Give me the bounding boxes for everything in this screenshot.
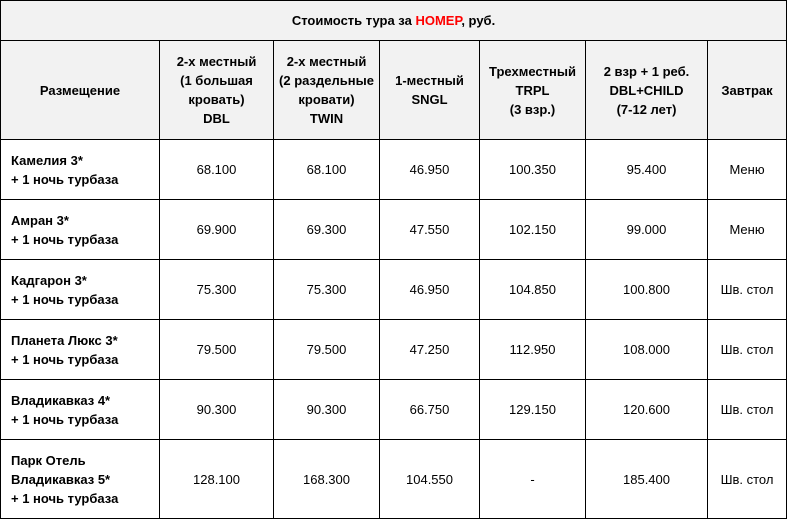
breakfast-type: Шв. стол <box>708 440 787 519</box>
price-trpl: 104.850 <box>480 260 586 320</box>
header-breakfast-label: Завтрак <box>721 82 773 98</box>
price-twin: 168.300 <box>274 440 380 519</box>
header-row <box>1 41 787 140</box>
price-dbl: 79.500 <box>160 320 274 380</box>
title-highlight: НОМЕР <box>415 13 462 28</box>
price-trpl: 102.150 <box>480 200 586 260</box>
table-title <box>1 1 787 41</box>
hotel-cell <box>1 320 160 380</box>
hotel-cell <box>1 440 160 519</box>
price-child: 95.400 <box>586 140 708 200</box>
table-row <box>1 440 787 519</box>
header-twin-line: (2 раздельные <box>279 73 374 88</box>
title-prefix: Стоимость тура за <box>291 13 416 28</box>
price-child: 100.800 <box>586 260 708 320</box>
title-row <box>1 1 787 41</box>
hotel-name: Владикавказ 4* <box>11 392 111 408</box>
price-child: 99.000 <box>586 200 708 260</box>
breakfast-type: Шв. стол <box>708 260 787 320</box>
price-sngl: 46.950 <box>380 140 480 200</box>
header-breakfast <box>708 41 787 140</box>
header-trpl-line: Трехместный <box>489 63 576 79</box>
price-dbl: 128.100 <box>160 440 274 519</box>
breakfast-type: Шв. стол <box>708 380 787 440</box>
hotel-name: Парк Отель <box>11 452 86 468</box>
hotel-extra: + 1 ночь турбаза <box>11 171 119 187</box>
price-dbl: 69.900 <box>160 200 274 260</box>
header-placement-label: Размещение <box>39 82 121 98</box>
header-twin-line: TWIN <box>309 111 344 126</box>
header-sngl-line: SNGL <box>411 92 448 107</box>
header-dbl <box>160 41 274 140</box>
header-dbl-line: (1 большая <box>180 73 253 88</box>
table-row <box>1 140 787 200</box>
hotel-extra: + 1 ночь турбаза <box>11 490 119 506</box>
title-suffix: , руб. <box>461 13 496 28</box>
hotel-extra: + 1 ночь турбаза <box>11 231 119 247</box>
table-row <box>1 260 787 320</box>
hotel-extra: + 1 ночь турбаза <box>11 351 119 367</box>
price-twin: 79.500 <box>274 320 380 380</box>
hotel-cell <box>1 380 160 440</box>
price-child: 185.400 <box>586 440 708 519</box>
table-row <box>1 320 787 380</box>
price-dbl: 75.300 <box>160 260 274 320</box>
price-sngl: 66.750 <box>380 380 480 440</box>
price-dbl: 68.100 <box>160 140 274 200</box>
header-dbl-line: DBL <box>203 111 230 126</box>
header-twin-line: 2-х местный <box>286 54 367 69</box>
header-child <box>586 41 708 140</box>
header-dbl-line: кровать) <box>188 92 245 107</box>
header-twin <box>274 41 380 140</box>
header-twin-line: кровати) <box>298 92 355 107</box>
hotel-extra: + 1 ночь турбаза <box>11 291 119 307</box>
price-trpl: 129.150 <box>480 380 586 440</box>
hotel-name: Кадгарон 3* <box>11 272 87 288</box>
breakfast-type: Меню <box>708 200 787 260</box>
price-dbl: 90.300 <box>160 380 274 440</box>
header-sngl-line: 1-местный <box>395 73 464 88</box>
breakfast-type: Шв. стол <box>708 320 787 380</box>
table-row <box>1 200 787 260</box>
header-sngl <box>380 41 480 140</box>
header-child-line: DBL+CHILD <box>609 82 684 98</box>
breakfast-type: Меню <box>708 140 787 200</box>
price-sngl: 104.550 <box>380 440 480 519</box>
header-trpl-line: (3 взр.) <box>509 101 556 117</box>
price-twin: 69.300 <box>274 200 380 260</box>
price-trpl: 100.350 <box>480 140 586 200</box>
header-placement <box>1 41 160 140</box>
table-row <box>1 380 787 440</box>
header-trpl-line: TRPL <box>515 82 550 98</box>
price-trpl: - <box>480 440 586 519</box>
header-trpl <box>480 41 586 140</box>
price-twin: 75.300 <box>274 260 380 320</box>
header-dbl-line: 2-х местный <box>176 54 257 69</box>
price-sngl: 47.250 <box>380 320 480 380</box>
price-child: 120.600 <box>586 380 708 440</box>
price-twin: 90.300 <box>274 380 380 440</box>
price-trpl: 112.950 <box>480 320 586 380</box>
hotel-name: Камелия 3* <box>11 152 83 168</box>
price-child: 108.000 <box>586 320 708 380</box>
hotel-name: Амран 3* <box>11 212 69 228</box>
header-child-line: (7-12 лет) <box>616 101 677 117</box>
price-sngl: 46.950 <box>380 260 480 320</box>
hotel-cell <box>1 140 160 200</box>
hotel-cell <box>1 260 160 320</box>
price-sngl: 47.550 <box>380 200 480 260</box>
header-child-line: 2 взр + 1 реб. <box>603 63 690 79</box>
hotel-extra: + 1 ночь турбаза <box>11 411 119 427</box>
hotel-name: Владикавказ 5* <box>11 471 111 487</box>
price-twin: 68.100 <box>274 140 380 200</box>
hotel-name: Планета Люкс 3* <box>11 332 118 348</box>
hotel-cell <box>1 200 160 260</box>
